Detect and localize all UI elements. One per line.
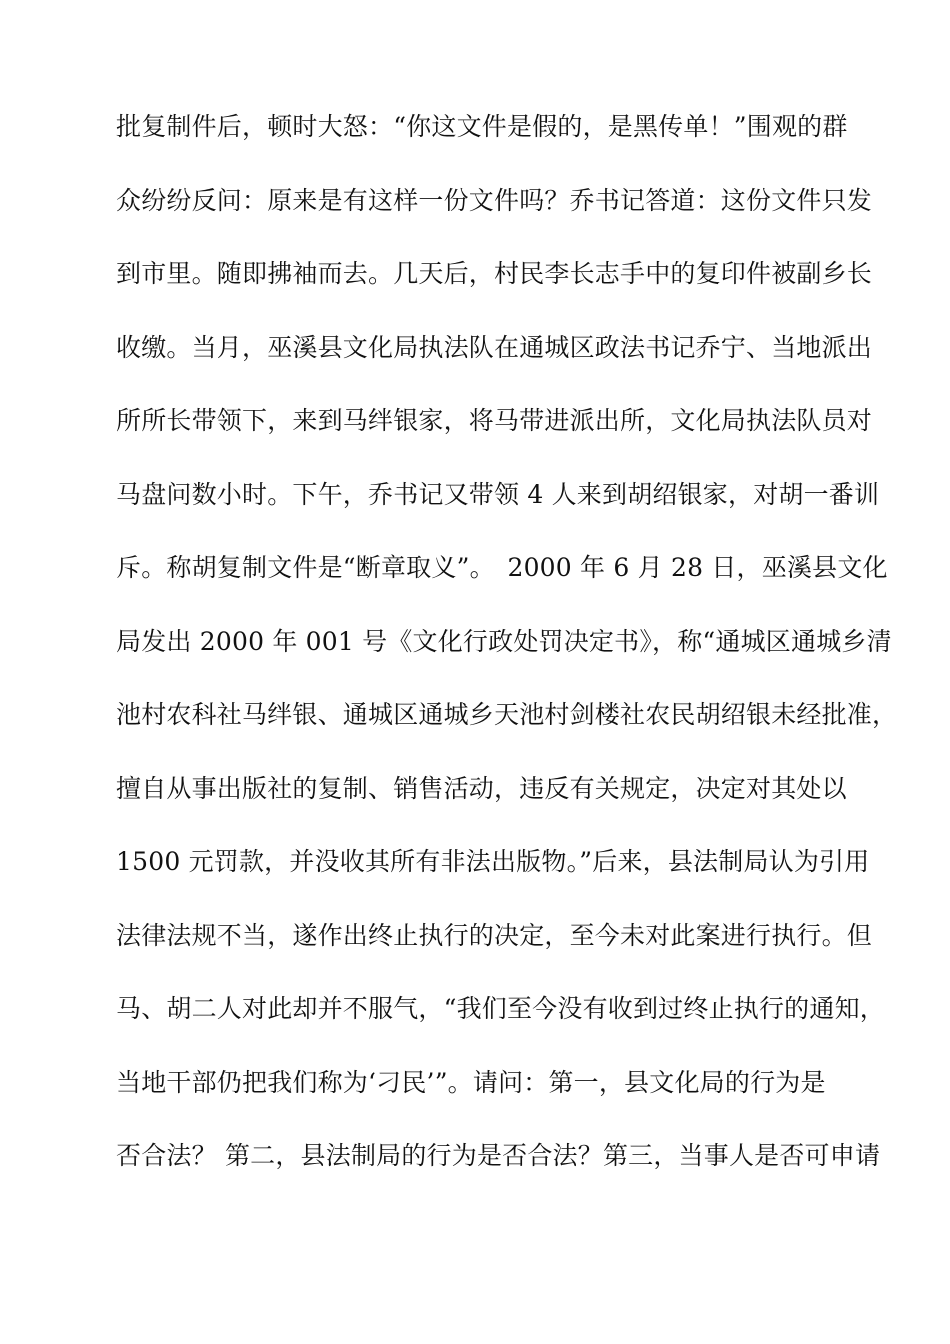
text-line: 马、胡二人对此却并不服气，“我们至今没有收到过终止执行的通知， <box>116 994 885 1023</box>
text-line: 法律法规不当，遂作出终止执行的决定，至今未对此案进行执行。但 <box>116 920 873 950</box>
text-line: 所所长带领下，来到马绊银家，将马带进派出所，文化局执法队员对 <box>116 406 873 435</box>
text-line: 当地干部仍把我们称为‘刁民’”。请问：第一，县文化局的行为是 <box>116 1067 826 1097</box>
text-line: 池村农科社马绊银、通城区通城乡天池村剑楼社农民胡绍银未经批准， <box>116 700 898 729</box>
text-line: 斥。称胡复制文件是“断章取义”。 2000 年 6 月 28 日，巫溪县文化 <box>116 553 888 582</box>
text-line: 到市里。随即拂袖而去。几天后，村民李长志手中的复印件被副乡长 <box>116 259 873 288</box>
text-line: 收缴。当月，巫溪县文化局执法队在通城区政法书记乔宁、当地派出 <box>116 332 873 362</box>
text-line: 众纷纷反问：原来是有这样一份文件吗？乔书记答道：这份文件只发 <box>116 185 873 215</box>
text-line: 局发出 2000 年 001 号《文化行政处罚决定书》，称“通城区通城乡清 <box>116 626 892 656</box>
text-line: 1500 元罚款，并没收其所有非法出版物。”后来，县法制局认为引用 <box>116 847 870 876</box>
body-text <box>116 104 898 1207</box>
text-line: 否合法？ 第二，县法制局的行为是否合法？第三，当事人是否可申请 <box>116 1141 881 1170</box>
text-line: 擅自从事出版社的复制、销售活动，违反有关规定，决定对其处以 <box>116 773 847 803</box>
text-line: 批复制件后，顿时大怒：“你这文件是假的，是黑传单！”围观的群 <box>116 112 848 141</box>
text-line: 马盘问数小时。下午，乔书记又带领 4 人来到胡绍银家，对胡一番训 <box>116 479 880 509</box>
